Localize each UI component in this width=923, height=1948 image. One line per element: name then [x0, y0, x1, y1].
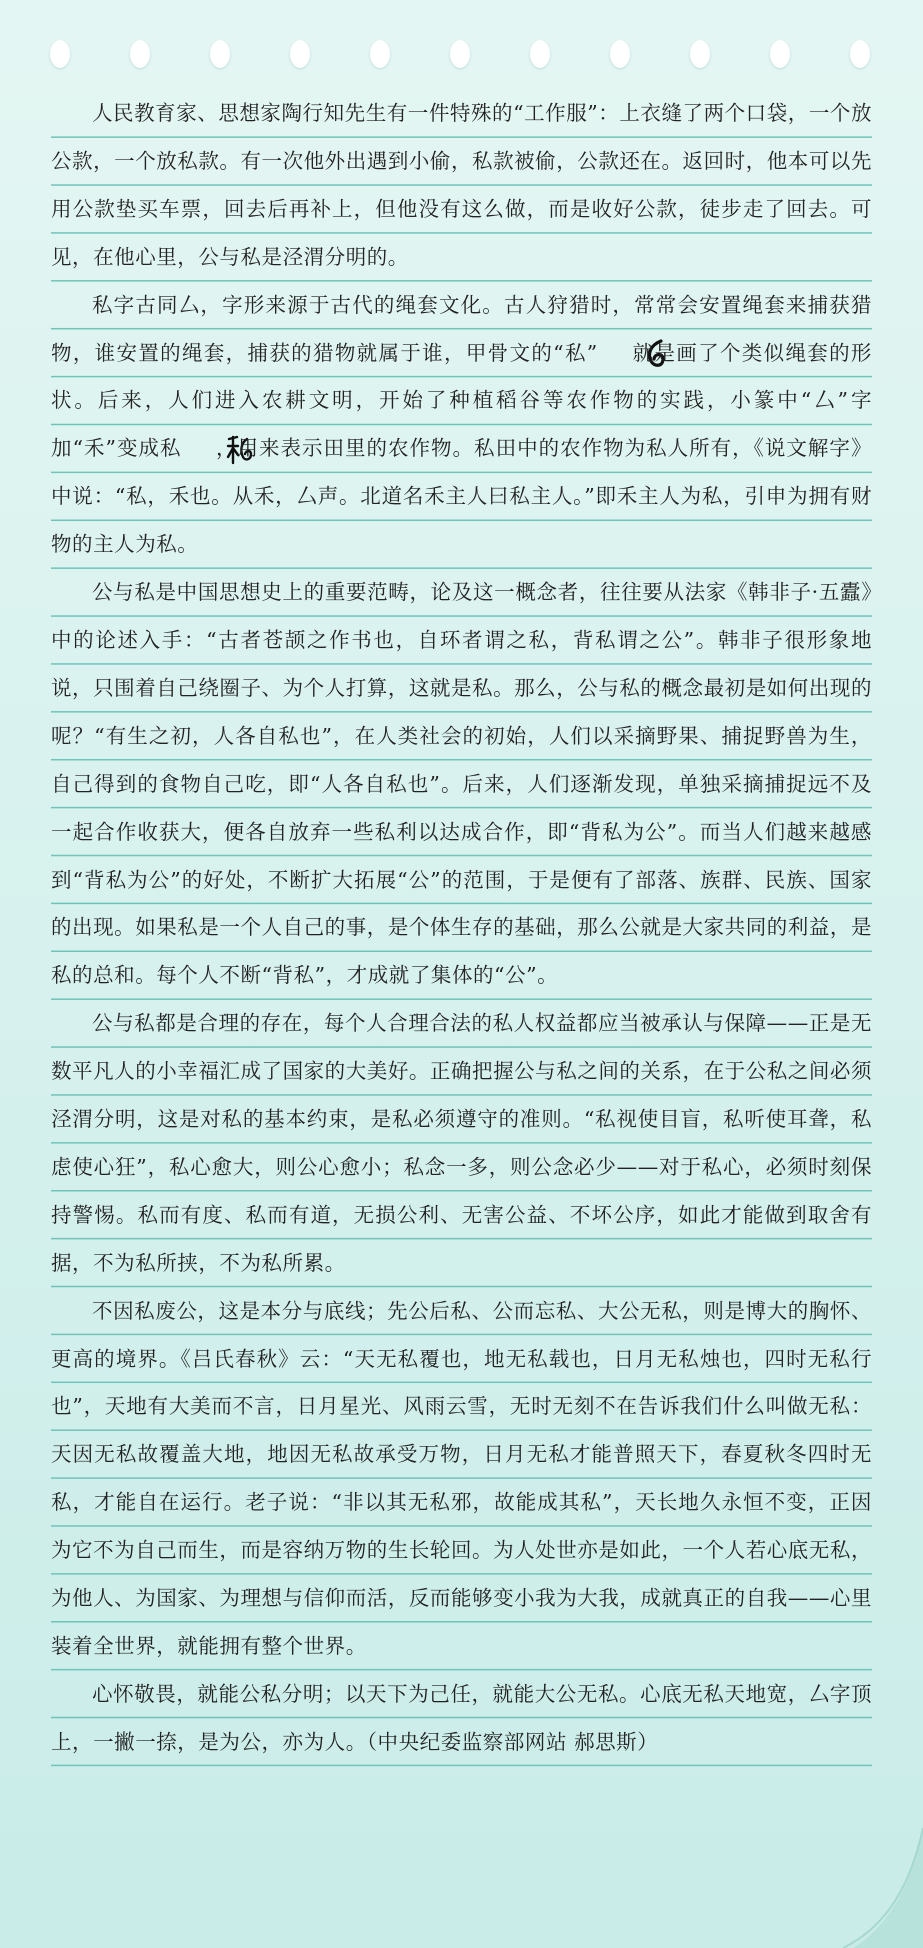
binder-hole-icon [770, 40, 790, 68]
binder-hole-icon [850, 40, 870, 68]
oracle-bone-si-glyph-icon [600, 337, 630, 371]
paragraph-2-part-1: 私字古同厶，字形来源于古代的绳套文化。古人狩猎时，常常会安置绳套来捕获猎物，谁安置的绳套，捕获的猎物就属于谁，甲骨文的“私” [51, 292, 872, 365]
binder-hole-icon [290, 40, 310, 68]
paragraph-5: 不因私废公，这是本分与底线；先公后私、公而忘私、大公无私，则是博大的胸怀、更高的境界。《吕氏春秋》云：“天无私覆也，地无私载也，日月无私烛也，四时无私行也”，天地有大美而不言，日月星光、风雨云雪，无时无刻不在告诉我们什么叫做无私：天因无私故覆盖大地，地因无私故承受万物，日月无私才能普照天下，春夏秋冬四时无私，才能自在运行。老子说：“非以其无私邪，故能成其私”，天长地久永恒不变，正因为它不为自己而生，而是容纳万物的生长轮回。为人处世亦是如此，一个人若心底无私，为他人、为国家、为理想与信仰而活，反而能够变小我为大我，成就真正的自我——心里装着全世界，就能拥有整个世界。 [51, 1298, 872, 1658]
binder-hole-icon [370, 40, 390, 68]
paragraph-2-part-3: ，用来表示田里的农作物。私田中的农作物为私人所有，《说文解字》中说：“私，禾也。从禾，厶声。北道名禾主人曰私主人。”即禾主人为私，引申为拥有财物的主人为私。 [51, 436, 872, 557]
seal-script-si-glyph-icon [184, 433, 214, 467]
paragraph-4: 公与私都是合理的存在，每个人合理合法的私人权益都应当被承认与保障——正是无数平凡人的小幸福汇成了国家的大美好。正确把握公与私之间的关系，在于公私之间必须泾渭分明，这是对私的基本约束，是私必须遵守的准则。“私视使目盲，私听使耳聋，私虑使心狂”，私心愈大，则公心愈小；私念一多，则公念必少——对于私心，必须时刻保持警惕。私而有度、私而有道，无损公利、无害公益、不坏公序，如此才能做到取舍有据，不为私所挟，不为私所累。 [51, 1011, 872, 1275]
paragraph-2 [51, 282, 872, 569]
binder-holes [50, 40, 880, 70]
binder-hole-icon [210, 40, 230, 68]
binder-hole-icon [130, 40, 150, 68]
article-body [51, 90, 872, 1767]
paragraph-3: 公与私是中国思想史上的重要范畴，论及这一概念者，往往要从法家《韩非子·五蠹》中的论述入手：“古者苍颉之作书也，自环者谓之私，背私谓之公”。韩非子很形象地说，只围着自己绕圈子、为个人打算，这就是私。那么，公与私的概念最初是如何出现的呢？“有生之初，人各自私也”，在人类社会的初始，人们以采摘野果、捕捉野兽为生，自己得到的食物自己吃，即“人各自私也”。后来，人们逐渐发现，单独采摘捕捉远不及一起合作收获大，便各自放弃一些私利以达成合作，即“背私为公”。而当人们越来越感到“背私为公”的好处，不断扩大拓展“公”的范围，于是便有了部落、族群、民族、国家的出现。如果私是一个人自己的事，是个体生存的基础，那么公就是大家共同的利益，是私的总和。每个人不断“背私”，才成就了集体的“公”。 [51, 580, 872, 988]
paragraph-6: 心怀敬畏，就能公私分明；以天下为己任，就能大公无私。心底无私天地宽，厶字顶上，一撇一捺，是为公，亦为人。（中央纪委监察部网站 郝思斯） [51, 1681, 872, 1754]
binder-hole-icon [450, 40, 470, 68]
binder-hole-icon [50, 40, 70, 68]
page-curl-icon [833, 1828, 923, 1948]
binder-hole-icon [530, 40, 550, 68]
paragraph-1: 人民教育家、思想家陶行知先生有一件特殊的“工作服”：上衣缝了两个口袋，一个放公款，一个放私款。有一次他外出遇到小偷，私款被偷，公款还在。返回时，他本可以先用公款垫买车票，回去后再补上，但他没有这么做，而是收好公款，徒步走了回去。可见，在他心里，公与私是泾渭分明的。 [51, 101, 872, 269]
binder-hole-icon [690, 40, 710, 68]
binder-hole-icon [610, 40, 630, 68]
paragraph-2-part-2: 就是画了个类似绳套的形状。后来，人们进入农耕文明，开始了种植稻谷等农作物的实践，小篆中“厶”字加“禾”变成私 [51, 340, 872, 461]
